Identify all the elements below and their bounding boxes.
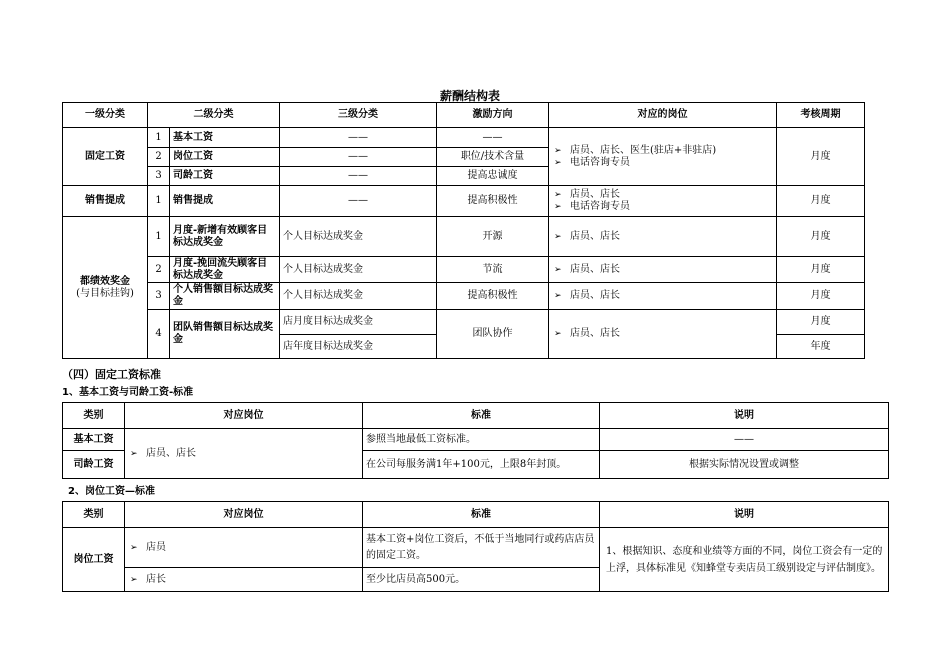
new-customer-bonus-name: 月度-新增有效顾客目标达成奖金 bbox=[170, 217, 280, 257]
basic-salary-name: 基本工资 bbox=[170, 128, 280, 148]
post-salary-level3: —— bbox=[280, 148, 437, 167]
sales-commission-label: 销售提成 bbox=[63, 186, 148, 217]
manager-standard: 至少比店员高500元。 bbox=[363, 568, 600, 592]
store-monthly-bonus: 店月度目标达成奖金 bbox=[280, 310, 437, 335]
seniority-salary-note: 根据实际情况设置或调整 bbox=[600, 451, 889, 479]
seniority-salary-level3: —— bbox=[280, 167, 437, 186]
row-number: 1 bbox=[148, 128, 170, 148]
team-monthly-period: 月度 bbox=[777, 310, 865, 335]
recovered-customer-bonus-name: 月度-挽回流失顾客目标达成奖金 bbox=[170, 257, 280, 283]
basic-salary-direction: —— bbox=[437, 128, 549, 148]
performance-bonus-label: 都绩效奖金 (与目标挂钩) bbox=[63, 217, 148, 359]
basic-seniority-post: ➢ 店员、店长 bbox=[125, 429, 363, 479]
team-sales-bonus-name: 团队销售额目标达成奖金 bbox=[170, 310, 280, 359]
fixed-salary-posts: ➢ 店员、店长、医生(驻店+非驻店) ➢ 电话咨询专员 bbox=[549, 128, 777, 186]
row-number: 4 bbox=[148, 310, 170, 359]
basic-salary-label: 基本工资 bbox=[63, 429, 125, 451]
bullet-arrow-icon: ➢ bbox=[554, 190, 562, 200]
basic-salary-standard: 参照当地最低工资标准。 bbox=[363, 429, 600, 451]
personal-sales-bonus-period: 月度 bbox=[777, 283, 865, 310]
new-customer-bonus-post: ➢ 店员、店长 bbox=[549, 217, 777, 257]
seniority-salary-label: 司龄工资 bbox=[63, 451, 125, 479]
bullet-arrow-icon: ➢ bbox=[554, 157, 562, 168]
new-customer-bonus-level3: 个人目标达成奖金 bbox=[280, 217, 437, 257]
manager-post: ➢ 店长 bbox=[125, 568, 363, 592]
section-4-subtitle-2: 2、岗位工资—标准 bbox=[68, 486, 155, 497]
header-post: 对应的岗位 bbox=[549, 103, 777, 128]
post-salary-standard-table bbox=[62, 501, 889, 592]
bullet-arrow-icon: ➢ bbox=[130, 542, 138, 553]
bullet-arrow-icon: ➢ bbox=[554, 145, 562, 156]
header-post: 对应岗位 bbox=[125, 502, 363, 528]
header-note: 说明 bbox=[600, 403, 889, 429]
team-sales-bonus-post: ➢ 店员、店长 bbox=[549, 310, 777, 359]
header-level2: 二级分类 bbox=[148, 103, 280, 128]
bullet-arrow-icon: ➢ bbox=[554, 291, 562, 301]
section-4-subtitle-1: 1、基本工资与司龄工资-标准 bbox=[62, 387, 194, 398]
header-standard: 标准 bbox=[363, 502, 600, 528]
row-number: 3 bbox=[148, 283, 170, 310]
row-number: 1 bbox=[148, 217, 170, 257]
header-note: 说明 bbox=[600, 502, 889, 528]
team-yearly-period: 年度 bbox=[777, 335, 865, 359]
clerk-post: ➢ 店员 bbox=[125, 528, 363, 568]
post-salary-direction: 职位/技术含量 bbox=[437, 148, 549, 167]
sales-commission-period: 月度 bbox=[777, 186, 865, 217]
salary-structure-table bbox=[62, 102, 865, 359]
bullet-arrow-icon: ➢ bbox=[554, 329, 562, 339]
section-4-title: （四）固定工资标准 bbox=[62, 368, 161, 381]
header-post: 对应岗位 bbox=[125, 403, 363, 429]
seniority-salary-standard: 在公司每服务满1年+100元，上限8年封顶。 bbox=[363, 451, 600, 479]
recovered-customer-bonus-direction: 节流 bbox=[437, 257, 549, 283]
row-number: 2 bbox=[148, 257, 170, 283]
header-category: 类别 bbox=[63, 403, 125, 429]
bullet-arrow-icon: ➢ bbox=[554, 231, 562, 242]
post-salary-note: 1、根据知识、态度和业绩等方面的不同，岗位工资会有一定的上浮，具体标准见《知蜂堂专卖店员工级别设定与评估制度》。 bbox=[600, 528, 889, 592]
recovered-customer-bonus-level3: 个人目标达成奖金 bbox=[280, 257, 437, 283]
header-level3: 三级分类 bbox=[280, 103, 437, 128]
fixed-salary-label: 固定工资 bbox=[63, 128, 148, 186]
basic-seniority-standard-table bbox=[62, 402, 889, 479]
bullet-arrow-icon: ➢ bbox=[130, 448, 138, 459]
bullet-arrow-icon: ➢ bbox=[554, 202, 562, 212]
basic-salary-level3: —— bbox=[280, 128, 437, 148]
performance-bonus-sublabel: (与目标挂钩) bbox=[76, 287, 134, 299]
header-category: 类别 bbox=[63, 502, 125, 528]
sales-commission-level3: —— bbox=[280, 186, 437, 217]
seniority-salary-name: 司龄工资 bbox=[170, 167, 280, 186]
personal-sales-bonus-name: 个人销售额目标达成奖金 bbox=[170, 283, 280, 310]
recovered-customer-bonus-post: ➢ 店员、店长 bbox=[549, 257, 777, 283]
row-number: 3 bbox=[148, 167, 170, 186]
recovered-customer-bonus-period: 月度 bbox=[777, 257, 865, 283]
sales-commission-name: 销售提成 bbox=[170, 186, 280, 217]
new-customer-bonus-direction: 开源 bbox=[437, 217, 549, 257]
bullet-arrow-icon: ➢ bbox=[554, 264, 562, 275]
basic-salary-note: —— bbox=[600, 429, 889, 451]
header-level1: 一级分类 bbox=[63, 103, 148, 128]
header-standard: 标准 bbox=[363, 403, 600, 429]
personal-sales-bonus-level3: 个人目标达成奖金 bbox=[280, 283, 437, 310]
row-number: 1 bbox=[148, 186, 170, 217]
salary-table-title: 薪酬结构表 bbox=[440, 89, 501, 103]
row-number: 2 bbox=[148, 148, 170, 167]
post-salary-label: 岗位工资 bbox=[63, 528, 125, 592]
team-sales-bonus-direction: 团队协作 bbox=[437, 310, 549, 359]
bullet-arrow-icon: ➢ bbox=[130, 574, 138, 585]
post-salary-name: 岗位工资 bbox=[170, 148, 280, 167]
sales-commission-direction: 提高积极性 bbox=[437, 186, 549, 217]
personal-sales-bonus-post: ➢ 店员、店长 bbox=[549, 283, 777, 310]
header-period: 考核周期 bbox=[777, 103, 865, 128]
personal-sales-bonus-direction: 提高积极性 bbox=[437, 283, 549, 310]
new-customer-bonus-period: 月度 bbox=[777, 217, 865, 257]
clerk-standard: 基本工资+岗位工资后，不低于当地同行或药店店员的固定工资。 bbox=[363, 528, 600, 568]
header-direction: 激励方向 bbox=[437, 103, 549, 128]
fixed-salary-period: 月度 bbox=[777, 128, 865, 186]
seniority-salary-direction: 提高忠诚度 bbox=[437, 167, 549, 186]
sales-commission-posts: ➢ 店员、店长 ➢ 电话咨询专员 bbox=[549, 186, 777, 217]
store-yearly-bonus: 店年度目标达成奖金 bbox=[280, 335, 437, 359]
